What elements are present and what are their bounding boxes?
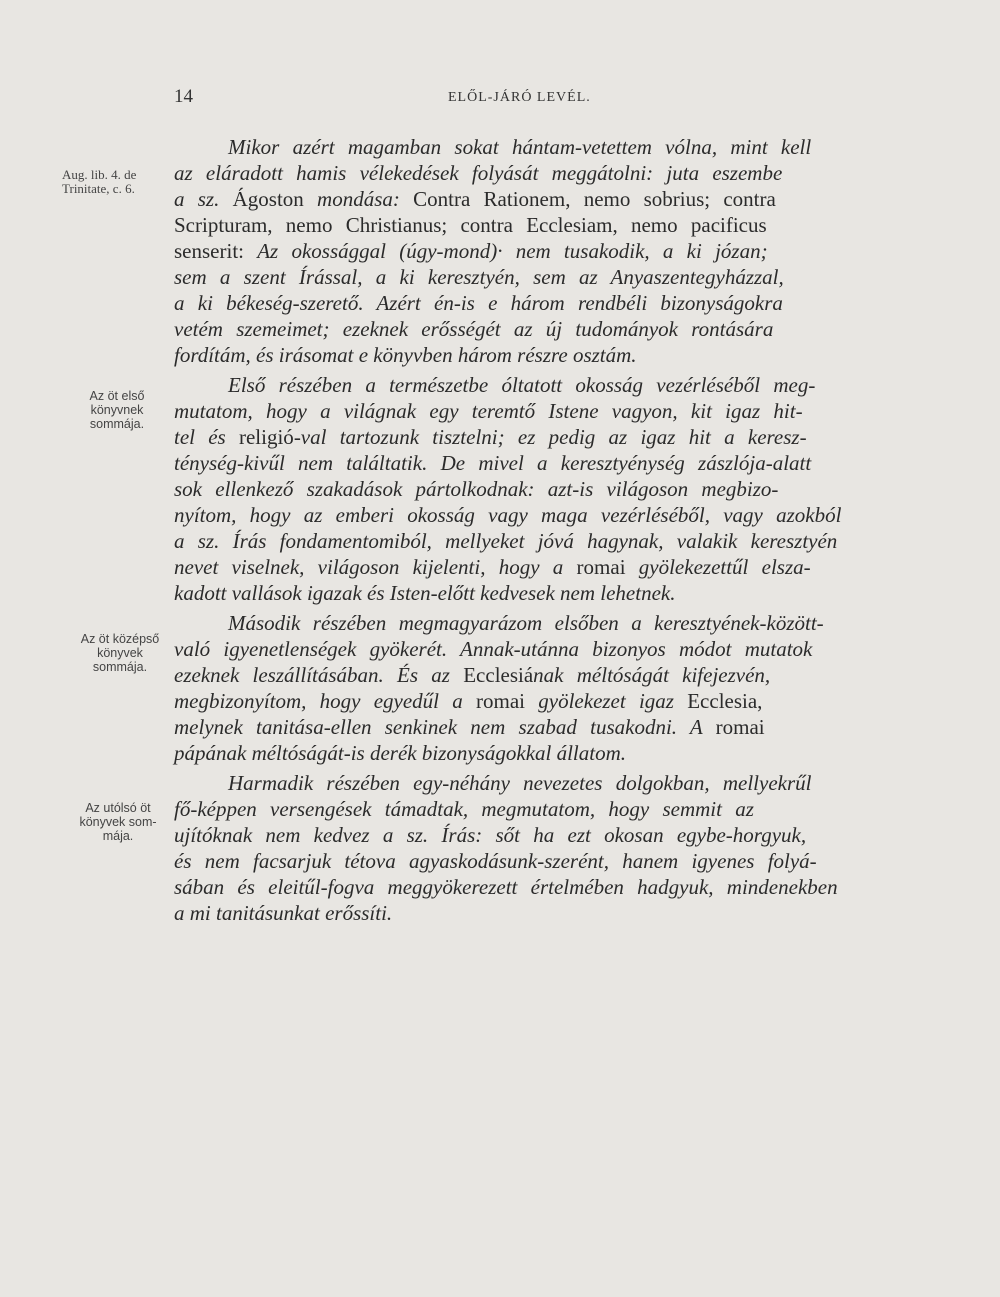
sidenote-line: könyvek — [97, 646, 143, 660]
running-head: ELŐL-JÁRÓ LEVÉL. — [448, 90, 591, 105]
text-segment: gyölekezet igaz — [525, 689, 688, 713]
text-line — [174, 822, 806, 848]
text-segment: a sz. Írás fondamentomiból, mellyeket jóvá hagynak, valakik keresztyén — [174, 529, 838, 553]
text-line — [174, 554, 811, 580]
text-line — [174, 636, 812, 662]
text-segment: sem a szent Írással, a ki keresztyén, sem az Anyaszentegyházzal, — [174, 265, 784, 289]
text-segment: gyölekezettűl elsza- — [625, 555, 811, 579]
text-segment: mondása: — [317, 187, 414, 211]
text-segment: romai — [715, 715, 765, 739]
text-segment: ezeknek leszállításában. És az — [174, 663, 464, 687]
text-line — [228, 372, 815, 398]
text-segment: Ecclesia, — [687, 689, 763, 713]
text-line — [174, 848, 817, 874]
page-number: 14 — [174, 86, 193, 107]
sidenote-middle-books — [70, 632, 170, 674]
text-segment: Első részében a természetbe óltatott okosság vezérléséből meg- — [228, 373, 816, 397]
text-segment: megbizonyítom, hogy egyedűl a — [174, 689, 477, 713]
text-segment: az eláradott hamis vélekedések folyását meggátolni: juta eszembe — [174, 161, 783, 185]
text-segment: fordítám, és irásomat e könyvben három részre osztám. — [174, 343, 637, 367]
text-segment: melynek tanitása-ellen senkinek nem szabad tusakodni. A — [174, 715, 716, 739]
text-segment: romai — [576, 555, 626, 579]
text-segment: romai — [476, 689, 526, 713]
sidenote-line: mája. — [102, 829, 134, 843]
text-line — [174, 714, 765, 740]
text-segment: a ki békeség-szerető. Azért én-is e három rendbéli bizonyságokra — [174, 291, 783, 315]
text-segment: tel és — [174, 425, 239, 449]
text-line — [174, 662, 770, 688]
text-line — [174, 424, 807, 450]
text-segment: nak méltóságát kifejezvén, — [533, 663, 771, 687]
text-segment: nevet viselnek, világoson kijelenti, hogy a — [174, 555, 577, 579]
sidenote-line: Aug. lib. 4. de — [62, 167, 137, 182]
sidenote-line: sommája. — [89, 417, 145, 431]
text-line — [174, 900, 392, 926]
text-segment: Contra Rationem, nemo sobrius; contra — [413, 187, 776, 211]
text-segment: Mikor azért magamban sokat hántam-vetettem vólna, mint kell — [228, 135, 812, 159]
text-segment: religió — [238, 425, 294, 449]
text-segment: Az okossággal (úgy-mond)· nem tusakodik, a ki józan; — [257, 239, 768, 263]
sidenote-line: sommája. — [92, 660, 148, 674]
text-line — [174, 450, 811, 476]
sidenote-line: Trinitate, c. 6. — [62, 181, 135, 196]
text-segment: ténység-kivűl nem találtatik. De mivel a keresztyénység zászlója-alatt — [174, 451, 812, 475]
text-line — [174, 688, 762, 714]
text-segment: és nem facsarjuk tétova agyaskodásunk-szerént, hanem igyenes folyá- — [174, 849, 817, 873]
text-line — [228, 134, 811, 160]
text-line — [174, 502, 841, 528]
text-segment: sok ellenkező szakadások pártolkodnak: azt-is világoson megbizo- — [174, 477, 779, 501]
sidenote-line: Az öt középső — [80, 632, 160, 646]
text-line — [228, 610, 824, 636]
text-segment: senserit: — [174, 239, 258, 263]
text-line — [174, 316, 773, 342]
sidenote-first-books — [74, 389, 160, 431]
sidenote-line: Az utólsó öt — [85, 801, 151, 815]
text-segment: kadott vallások igazak és Isten-előtt kedvesek nem lehetnek. — [174, 581, 676, 605]
text-line — [174, 160, 782, 186]
text-line — [174, 290, 783, 316]
text-segment: Ecclesiá — [463, 663, 534, 687]
text-segment: a sz. — [174, 187, 233, 211]
text-line — [174, 528, 837, 554]
text-segment: fő-képpen versengések támadtak, megmutatom, hogy semmit az — [174, 797, 754, 821]
text-line — [174, 398, 803, 424]
sidenote-line: könyvek som- — [79, 815, 157, 829]
text-line — [174, 342, 637, 368]
text-segment: pápának méltóságát-is derék bizonyságokkal állatom. — [174, 741, 627, 765]
text-line — [174, 238, 768, 264]
text-segment: nyítom, hogy az emberi okosság vagy maga vezérléséből, vagy azokból — [174, 503, 842, 527]
text-segment: való igyenetlenségek gyökerét. Annak-utánna bizonyos módot mutatok — [174, 637, 813, 661]
text-line — [174, 264, 784, 290]
text-segment: Scripturam, nemo Christianus; contra Ecclesiam, nemo pacificus — [174, 213, 767, 237]
text-line — [174, 874, 838, 900]
text-segment: ujítóknak nem kedvez a sz. Írás: sőt ha ezt okosan egybe-horgyuk, — [174, 823, 807, 847]
text-segment: sában és eleitűl-fogva meggyökerezett értelmében hadgyuk, mindenekben — [174, 875, 838, 899]
sidenote-line: Az öt első — [89, 389, 145, 403]
sidenote-last-books — [68, 801, 168, 843]
text-line — [174, 796, 754, 822]
text-segment: Második részében megmagyarázom elsőben a keresztyének-között- — [228, 611, 824, 635]
text-segment: vetém szemeimet; ezeknek erősségét az új tudományok rontására — [174, 317, 774, 341]
text-line — [228, 770, 811, 796]
text-line — [174, 186, 776, 212]
text-line — [174, 212, 767, 238]
text-segment: mutatom, hogy a világnak egy teremtő Istene vagyon, kit igaz hit- — [174, 399, 803, 423]
text-segment: Harmadik részében egy-néhány nevezetes dolgokban, mellyekrűl — [228, 771, 812, 795]
text-segment: a mi tanitásunkat erőssíti. — [174, 901, 393, 925]
text-segment: Ágoston — [232, 187, 318, 211]
text-line — [174, 580, 675, 606]
text-line — [174, 476, 778, 502]
text-line — [174, 740, 626, 766]
sidenote-line: könyvnek — [90, 403, 144, 417]
text-segment: -val tartozunk tisztelni; ez pedig az igaz hit a keresz- — [293, 425, 807, 449]
sidenote-reference — [62, 168, 136, 196]
